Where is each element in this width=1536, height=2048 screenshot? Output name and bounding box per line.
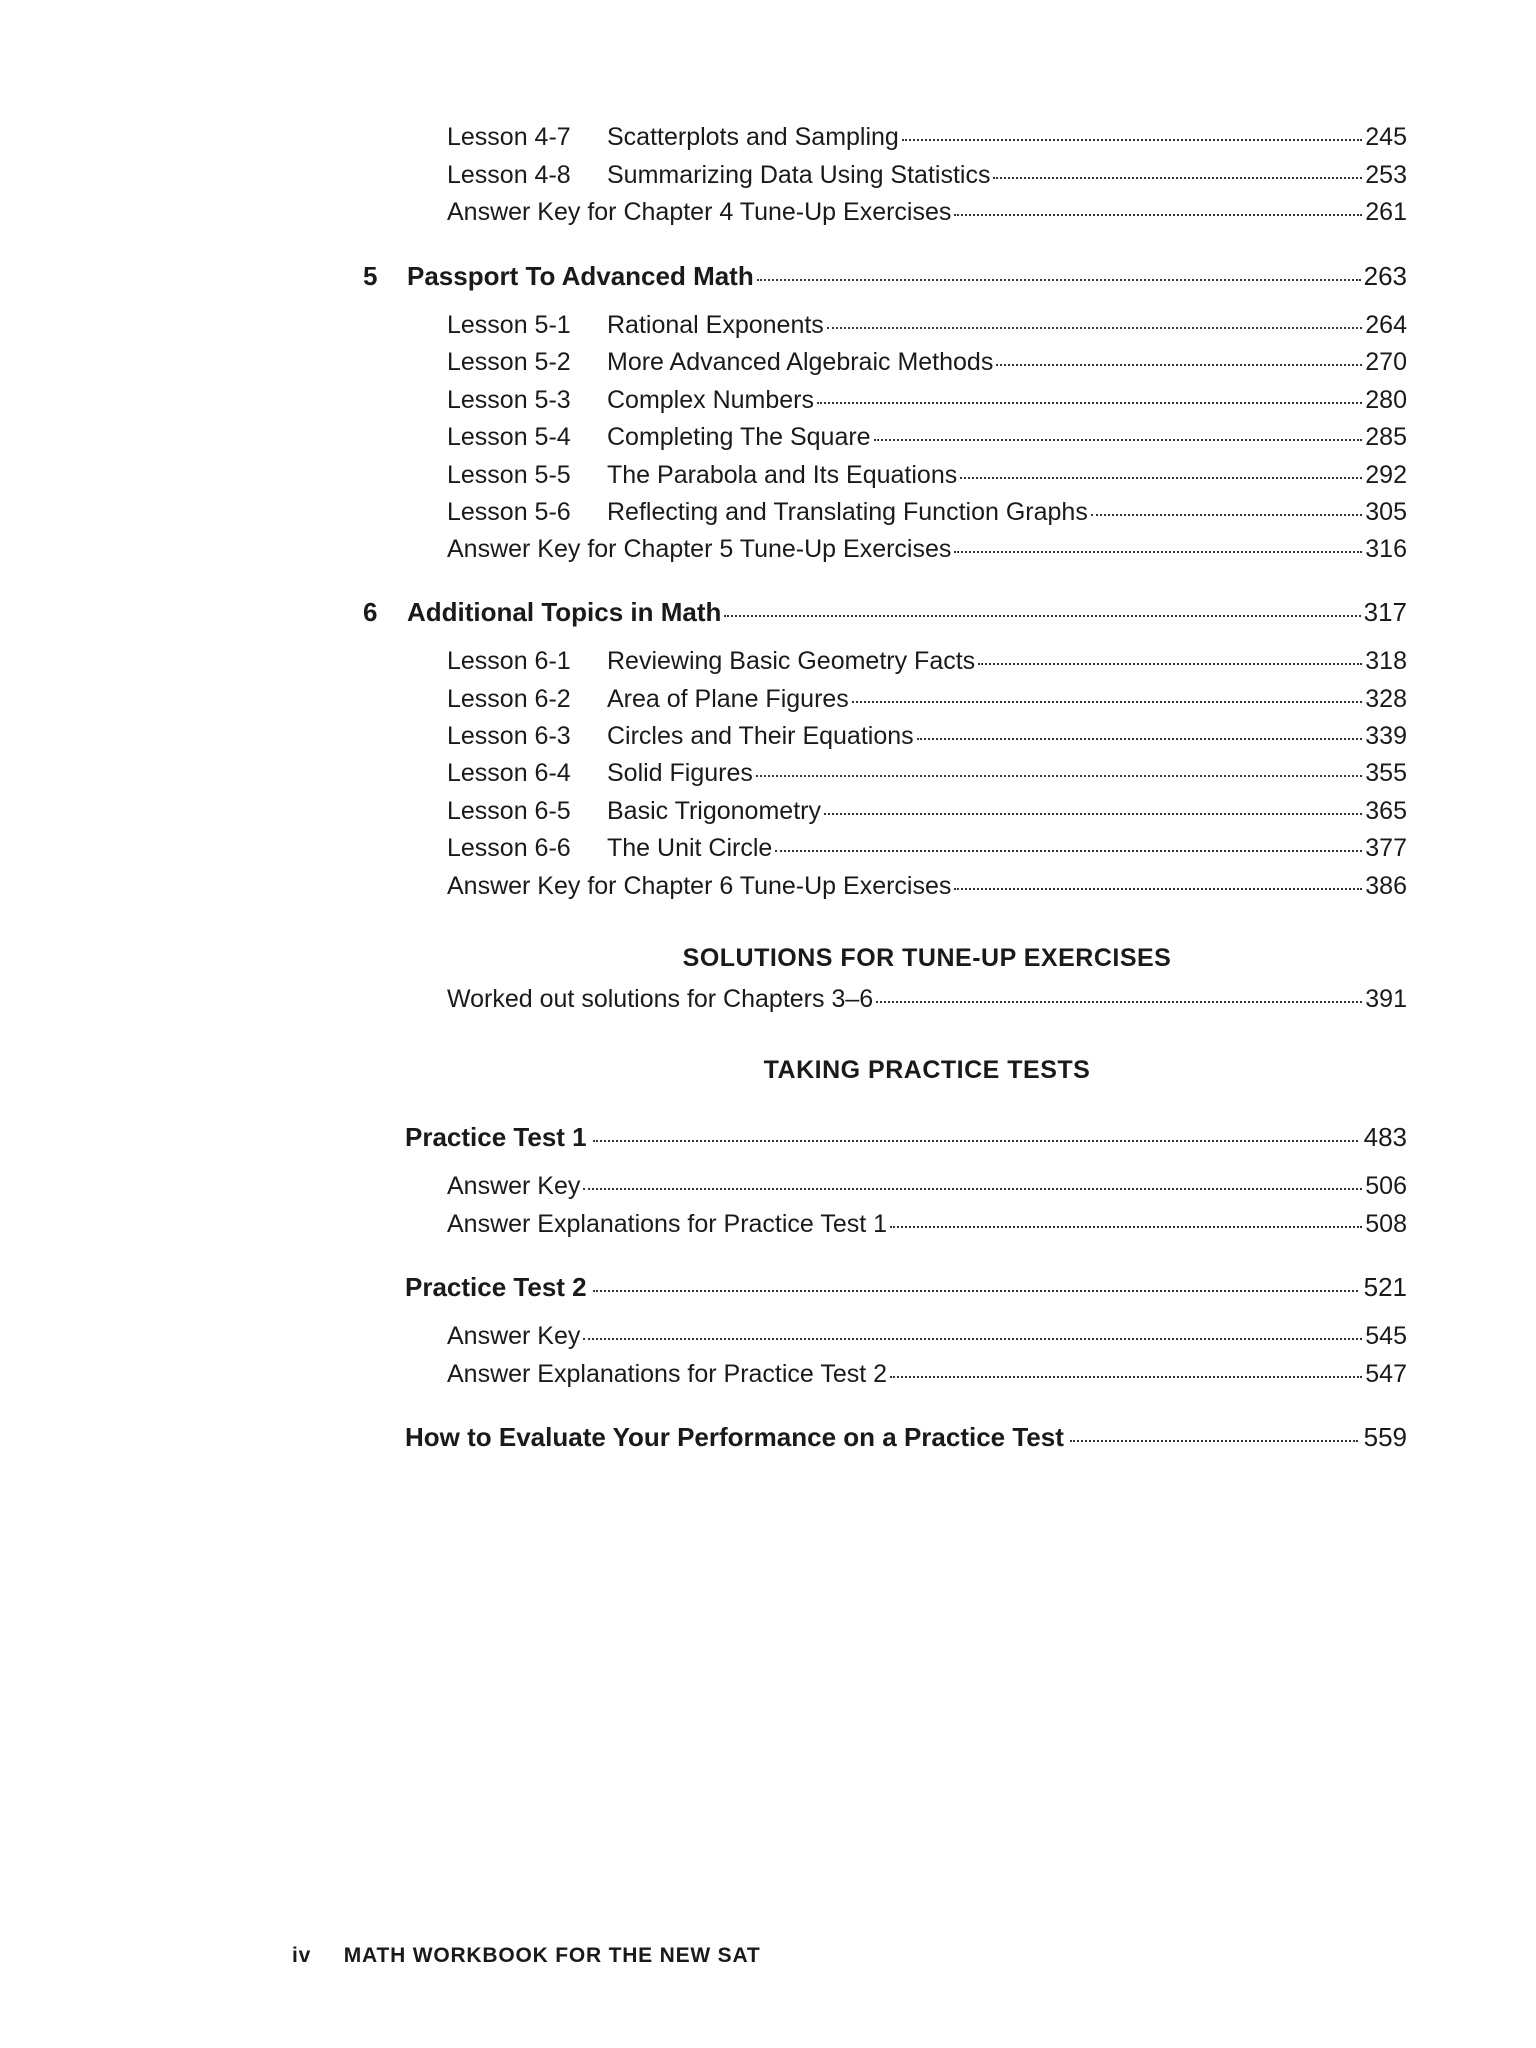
page-number: 339 — [1365, 722, 1407, 750]
dot-leader — [827, 327, 1362, 329]
toc-explanations-test-2 — [447, 1359, 1407, 1389]
answer-key-title: Answer Key for Chapter 5 Tune-Up Exercises — [447, 535, 952, 563]
page-number: 483 — [1363, 1122, 1407, 1152]
footer-page-number: iv — [292, 1944, 312, 1967]
page-number: 559 — [1363, 1422, 1407, 1452]
toc-lesson-6-1 — [447, 646, 1407, 676]
lesson-number: Lesson 5-2 — [447, 348, 571, 376]
toc-lesson-5-3 — [447, 385, 1407, 415]
dot-leader — [756, 775, 1362, 777]
page-number: 261 — [1365, 198, 1407, 226]
page-number: 305 — [1365, 498, 1407, 526]
dot-leader — [817, 402, 1362, 404]
lesson-number: Lesson 6-3 — [447, 722, 571, 750]
answer-key-title: Answer Key for Chapter 6 Tune-Up Exercises — [447, 872, 952, 900]
toc-lesson-6-3 — [447, 721, 1407, 751]
lesson-title: The Parabola and Its Equations — [607, 461, 958, 489]
page-number: 316 — [1365, 535, 1407, 563]
toc-lesson-5-1 — [447, 310, 1407, 340]
toc-answer-key-ch5 — [447, 534, 1407, 564]
lesson-number: Lesson 5-1 — [447, 311, 571, 339]
toc-explanations-test-1 — [447, 1209, 1407, 1239]
chapter-title: Passport To Advanced Math — [407, 261, 754, 291]
lesson-title: Reflecting and Translating Function Graphs — [607, 498, 1088, 526]
page-number: 264 — [1365, 311, 1407, 339]
lesson-number: Lesson 5-4 — [447, 423, 571, 451]
lesson-number: Lesson 5-5 — [447, 461, 571, 489]
dot-leader — [890, 1376, 1362, 1378]
entry-title: Answer Explanations for Practice Test 1 — [447, 1210, 888, 1238]
page-footer — [292, 1944, 760, 1968]
page-number: 263 — [1363, 261, 1407, 291]
dot-leader — [874, 439, 1363, 441]
page-number: 377 — [1365, 834, 1407, 862]
page-number: 292 — [1365, 461, 1407, 489]
dot-leader — [954, 551, 1362, 553]
toc-lesson-6-4 — [447, 758, 1407, 788]
lesson-title: Completing The Square — [607, 423, 871, 451]
dot-leader — [954, 214, 1362, 216]
page-number: 547 — [1365, 1360, 1407, 1388]
toc-lesson-6-2 — [447, 684, 1407, 714]
dot-leader — [876, 1001, 1362, 1003]
dot-leader — [993, 177, 1362, 179]
page-number: 355 — [1365, 759, 1407, 787]
toc-lesson-5-5 — [447, 460, 1407, 490]
toc-chapter-5 — [363, 260, 1407, 292]
page-number: 285 — [1365, 423, 1407, 451]
toc-answer-key-ch6 — [447, 871, 1407, 901]
toc-lesson-4-7 — [447, 122, 1407, 152]
lesson-title: Reviewing Basic Geometry Facts — [607, 647, 976, 675]
chapter-number: 5 — [363, 261, 378, 291]
entry-title: Answer Key — [447, 1322, 581, 1350]
toc-answer-key-ch4 — [447, 197, 1407, 227]
dot-leader — [996, 364, 1362, 366]
entry-title: Practice Test 2 — [405, 1272, 587, 1302]
dot-leader — [724, 615, 1360, 617]
toc-answer-key-test-2 — [447, 1321, 1407, 1351]
dot-leader — [775, 850, 1362, 852]
dot-leader — [583, 1338, 1362, 1340]
dot-leader — [593, 1290, 1358, 1292]
chapter-title: Additional Topics in Math — [407, 597, 722, 627]
page-number: 328 — [1365, 685, 1407, 713]
page-number: 317 — [1363, 597, 1407, 627]
chapter-number: 6 — [363, 597, 378, 627]
toc-answer-key-test-1 — [447, 1171, 1407, 1201]
lesson-number: Lesson 6-5 — [447, 797, 571, 825]
dot-leader — [902, 139, 1362, 141]
page-number: 391 — [1365, 985, 1407, 1013]
answer-key-title: Answer Key for Chapter 4 Tune-Up Exercises — [447, 198, 952, 226]
page-number: 386 — [1365, 872, 1407, 900]
toc-lesson-6-5 — [447, 796, 1407, 826]
toc-practice-test-1 — [405, 1121, 1407, 1153]
lesson-title: More Advanced Algebraic Methods — [607, 348, 994, 376]
toc-lesson-5-2 — [447, 347, 1407, 377]
toc-practice-test-2 — [405, 1271, 1407, 1303]
toc-lesson-4-8 — [447, 160, 1407, 190]
lesson-number: Lesson 6-2 — [447, 685, 571, 713]
footer-book-title: MATH WORKBOOK FOR THE NEW SAT — [343, 1944, 761, 1967]
page-number: 545 — [1365, 1322, 1407, 1350]
dot-leader — [978, 663, 1362, 665]
lesson-number: Lesson 5-3 — [447, 386, 571, 414]
solutions-heading: SOLUTIONS FOR TUNE-UP EXERCISES — [682, 944, 1172, 972]
lesson-number: Lesson 4-7 — [447, 123, 571, 151]
entry-title: Answer Key — [447, 1172, 581, 1200]
dot-leader — [960, 477, 1362, 479]
lesson-title: Solid Figures — [607, 759, 753, 787]
dot-leader — [890, 1226, 1362, 1228]
entry-title: Practice Test 1 — [405, 1122, 587, 1152]
lesson-number: Lesson 6-6 — [447, 834, 571, 862]
lesson-title: Complex Numbers — [607, 386, 815, 414]
dot-leader — [757, 279, 1361, 281]
lesson-number: Lesson 6-1 — [447, 647, 571, 675]
entry-title: How to Evaluate Your Performance on a Practice Test — [405, 1422, 1064, 1452]
lesson-number: Lesson 4-8 — [447, 161, 571, 189]
page-number: 318 — [1365, 647, 1407, 675]
lesson-number: Lesson 6-4 — [447, 759, 571, 787]
toc-worked-solutions — [447, 984, 1407, 1014]
page-number: 506 — [1365, 1172, 1407, 1200]
page-number: 521 — [1363, 1272, 1407, 1302]
dot-leader — [593, 1140, 1358, 1142]
page-number: 270 — [1365, 348, 1407, 376]
toc-chapter-6 — [363, 596, 1407, 628]
toc-lesson-5-6 — [447, 497, 1407, 527]
dot-leader — [852, 701, 1362, 703]
dot-leader — [954, 888, 1362, 890]
toc-lesson-5-4 — [447, 422, 1407, 452]
lesson-title: Rational Exponents — [607, 311, 824, 339]
page-number: 280 — [1365, 386, 1407, 414]
lesson-number: Lesson 5-6 — [447, 498, 571, 526]
entry-title: Worked out solutions for Chapters 3–6 — [447, 985, 874, 1013]
page-number: 245 — [1365, 123, 1407, 151]
lesson-title: Scatterplots and Sampling — [607, 123, 899, 151]
dot-leader — [1091, 514, 1362, 516]
entry-title: Answer Explanations for Practice Test 2 — [447, 1360, 888, 1388]
toc-lesson-6-6 — [447, 833, 1407, 863]
lesson-title: Basic Trigonometry — [607, 797, 821, 825]
toc-evaluate-performance — [405, 1421, 1407, 1453]
dot-leader — [1070, 1440, 1358, 1442]
lesson-title: The Unit Circle — [607, 834, 773, 862]
lesson-title: Circles and Their Equations — [607, 722, 914, 750]
dot-leader — [917, 738, 1363, 740]
practice-tests-heading: TAKING PRACTICE TESTS — [763, 1056, 1091, 1084]
lesson-title: Summarizing Data Using Statistics — [607, 161, 991, 189]
page-number: 365 — [1365, 797, 1407, 825]
lesson-title: Area of Plane Figures — [607, 685, 849, 713]
page-number: 253 — [1365, 161, 1407, 189]
dot-leader — [824, 813, 1362, 815]
page-number: 508 — [1365, 1210, 1407, 1238]
dot-leader — [583, 1188, 1362, 1190]
